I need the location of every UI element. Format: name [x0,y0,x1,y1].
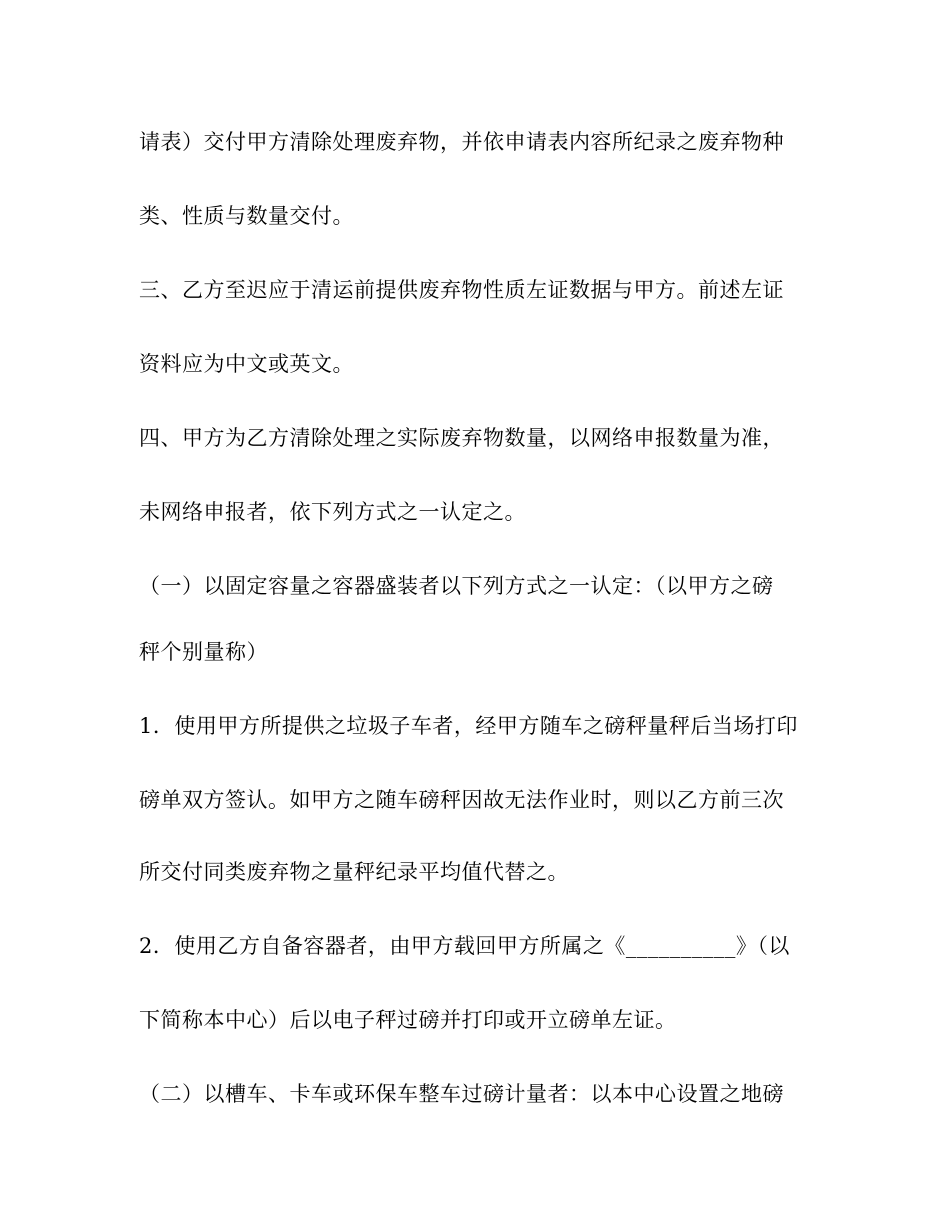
text-line: （一）以固定容量之容器盛装者以下列方式之一认定：（以甲方之磅 [139,574,774,598]
text-line: 类、性质与数量交付。 [139,204,354,228]
text-line: 所交付同类废弃物之量秤纪录平均值代替之。 [139,860,569,884]
text-line: 2．使用乙方自备容器者，由甲方载回甲方所属之《__________》（以 [139,934,790,958]
text-line: 资料应为中文或英文。 [139,352,354,376]
text-line: 请表）交付甲方清除处理废弃物，并依申请表内容所纪录之废弃物种 [139,130,784,154]
text-line: 磅单双方签认。如甲方之随车磅秤因故无法作业时，则以乙方前三次 [139,788,784,812]
text-line: 四、甲方为乙方清除处理之实际废弃物数量，以网络申报数量为准， [139,426,784,450]
text-line: 1．使用甲方所提供之垃圾子车者，经甲方随车之磅秤量秤后当场打印 [139,714,798,738]
text-line: （二）以槽车、卡车或环保车整车过磅计量者：以本中心设置之地磅 [139,1082,784,1106]
text-line: 秤个别量称） [139,640,268,664]
text-line: 下简称本中心）后以电子秤过磅并打印或开立磅单左证。 [139,1008,677,1032]
text-line: 三、乙方至迟应于清运前提供废弃物性质左证数据与甲方。前述左证 [139,278,784,302]
text-line: 未网络申报者，依下列方式之一认定之。 [139,500,526,524]
